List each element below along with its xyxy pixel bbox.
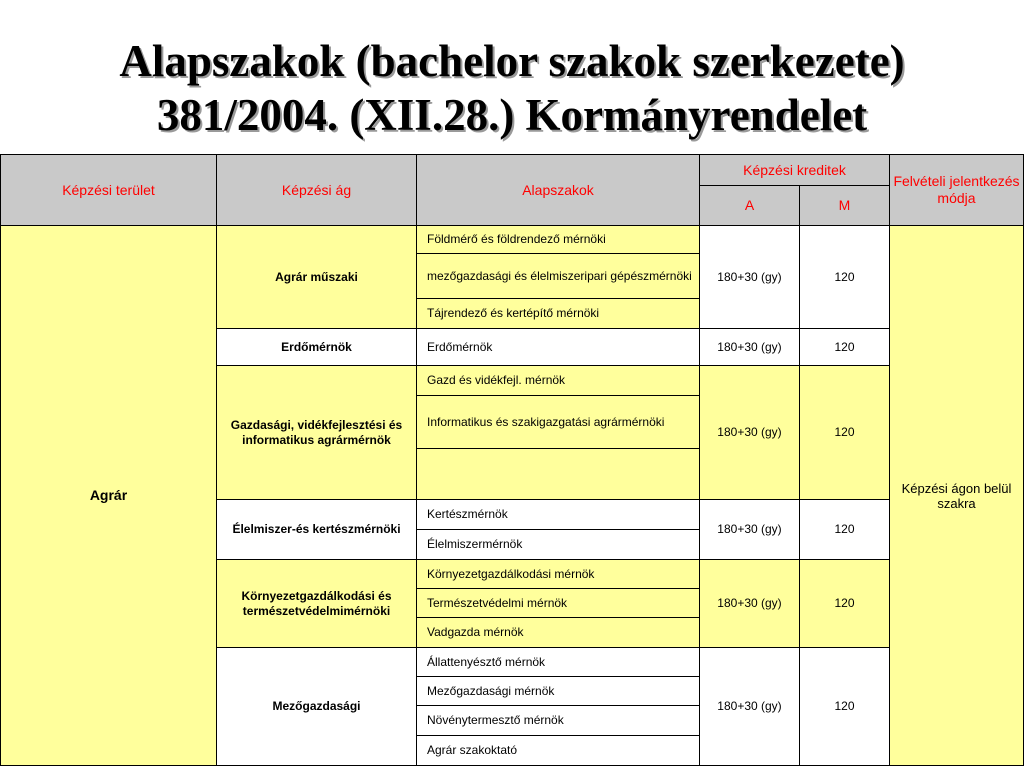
ag-cell: Erdőmérnök — [217, 329, 417, 366]
credit-a-cell: 180+30 (gy) — [700, 500, 800, 560]
header-credit-a: A — [700, 186, 800, 226]
credit-a-cell: 180+30 (gy) — [700, 648, 800, 766]
ag-cell: Élelmiszer-és kertészmérnöki — [217, 500, 417, 560]
header-credit-m: M — [800, 186, 890, 226]
credit-a-cell: 180+30 (gy) — [700, 329, 800, 366]
credit-m-cell: 120 — [800, 500, 890, 560]
szak-cell: Természetvédelmi mérnök — [417, 589, 700, 618]
bachelor-structure-table — [0, 154, 1024, 766]
header-felveteli: Felvételi jelentkezés módja — [890, 155, 1024, 226]
szak-cell: Földmérő és földrendező mérnöki — [417, 226, 700, 254]
credit-m-cell: 120 — [800, 648, 890, 766]
credit-a-cell: 180+30 (gy) — [700, 226, 800, 329]
ag-cell: Gazdasági, vidékfejlesztési és informatikus agrármérnök — [217, 366, 417, 500]
szak-cell: Gazd és vidékfejl. mérnök — [417, 366, 700, 396]
credit-m-cell: 120 — [800, 226, 890, 329]
header-kepzesi-kreditek: Képzési kreditek — [700, 155, 890, 186]
szak-cell: Környezetgazdálkodási mérnök — [417, 560, 700, 589]
szak-cell: Tájrendező és kertépítő mérnöki — [417, 299, 700, 329]
ag-cell: Mezőgazdasági — [217, 648, 417, 766]
szak-cell: Növénytermesztő mérnök — [417, 706, 700, 736]
szak-cell: Informatikus és szakigazgatási agrármérnöki — [417, 396, 700, 449]
title-line-1: Alapszakok (bachelor szakok szerkezete) — [119, 36, 905, 86]
szak-cell: Állattenyésztő mérnök — [417, 648, 700, 677]
header-kepzesi-ag: Képzési ág — [217, 155, 417, 226]
credit-a-cell: 180+30 (gy) — [700, 366, 800, 500]
table-row — [1, 226, 1024, 254]
credit-m-cell: 120 — [800, 560, 890, 648]
title-line-2: 381/2004. (XII.28.) Kormányrendelet — [156, 90, 868, 140]
szak-cell: Mezőgazdasági mérnök — [417, 677, 700, 706]
szak-cell: Vadgazda mérnök — [417, 618, 700, 648]
szak-cell: mezőgazdasági és élelmiszeripari gépészmérnöki — [417, 254, 700, 299]
header-row-1 — [1, 155, 1024, 186]
credit-a-cell: 180+30 (gy) — [700, 560, 800, 648]
szak-cell: Agrár szakoktató — [417, 736, 700, 766]
szak-cell — [417, 449, 700, 500]
ag-cell: Agrár műszaki — [217, 226, 417, 329]
header-kepzesi-terulet: Képzési terület — [1, 155, 217, 226]
credit-m-cell: 120 — [800, 366, 890, 500]
szak-cell: Élelmiszermérnök — [417, 530, 700, 560]
felveteli-cell: Képzési ágon belül szakra — [890, 226, 1024, 766]
page-title — [0, 34, 1024, 142]
szak-cell: Erdőmérnök — [417, 329, 700, 366]
ag-cell: Környezetgazdálkodási és természetvédelmimérnöki — [217, 560, 417, 648]
szak-cell: Kertészmérnök — [417, 500, 700, 530]
header-alapszakok: Alapszakok — [417, 155, 700, 226]
area-cell: Agrár — [1, 226, 217, 766]
credit-m-cell: 120 — [800, 329, 890, 366]
